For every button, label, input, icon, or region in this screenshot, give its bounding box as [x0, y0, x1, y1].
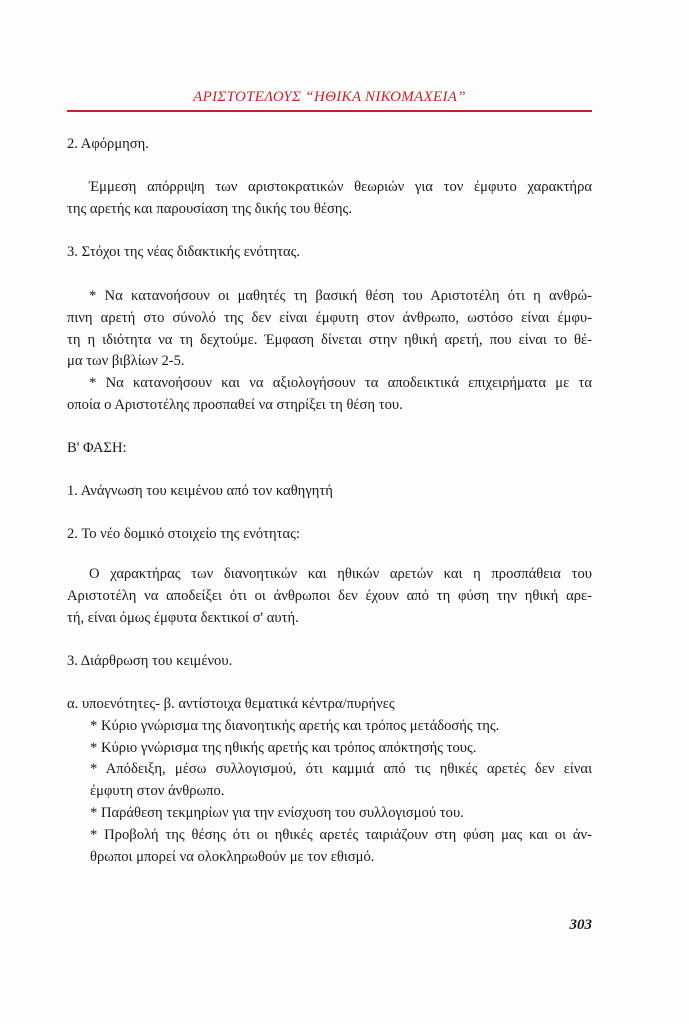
- list-item: * Απόδειξη, μέσω συλλογισμού, ότι καμμιά από τις ηθικές αρετές δεν είναι: [90, 761, 592, 778]
- list-item: θρωποι μπορεί να ολοκληρωθούν με τον εθισμό.: [90, 848, 375, 865]
- heading: Β' ΦΑΣΗ:: [67, 440, 127, 456]
- phase-b-heading: [67, 438, 592, 460]
- heading: 3. Στόχοι της νέας διδακτικής ενότητας.: [67, 244, 301, 260]
- text-line: Αριστοτέλη να αποδείξει ότι οι άνθρωποι δεν έχουν από τη φύση την ηθική αρε-: [67, 587, 592, 604]
- list-item: * Κύριο γνώρισμα της διανοητικής αρετής και τρόπος μετάδοσής της.: [90, 717, 500, 734]
- list-item: * Κύριο γνώρισμα της ηθικής αρετής και τρόπος απόκτησής τους.: [90, 739, 477, 756]
- new-element-heading: [67, 524, 592, 546]
- page-number: 303: [569, 917, 592, 933]
- heading: 3. Διάρθρωση του κειμένου.: [67, 653, 233, 669]
- running-header: ΑΡΙΣΤΟΤΕΛΟΥΣ “ΗΘΙΚΑ ΝΙΚΟΜΑΧΕΙΑ”: [193, 89, 466, 105]
- text-line: τη η ιδιότητα να τη δεχτούμε. Έμφαση δίνεται στην ηθική αρετή, που είναι το θέ-: [67, 331, 592, 348]
- text-line: * Να κατανοήσουν οι μαθητές τη βασική θέση του Αριστοτέλη ότι η ανθρώ-: [89, 288, 592, 304]
- section-heading-goals: [67, 242, 592, 264]
- header-rule: [67, 110, 592, 112]
- structure-heading: [67, 651, 592, 673]
- paragraph-aformisi: [67, 177, 592, 221]
- text-line: Έμμεση απόρριψη των αριστοκρατικών θεωριών για τον έμφυτο χαρακτήρα: [89, 179, 592, 195]
- list-item: έμφυτη στον άνθρωπο.: [90, 783, 225, 800]
- text-line: πινη αρετή στο σύνολό της δεν είναι έμφυτη στον άνθρωπο, ωστόσο είναι έμφυ-: [67, 309, 592, 326]
- text-line: της αρετής και παρουσίαση της δικής του θέσης.: [67, 200, 352, 217]
- heading: 2. Αφόρμηση.: [67, 136, 149, 152]
- structure-list: [67, 694, 592, 868]
- section-heading-aformisi: [67, 134, 592, 156]
- subheading: α. υποενότητες- β. αντίστοιχα θεματικά κέντρα/πυρήνες: [67, 696, 395, 712]
- text-line: τή, είναι όμως έμφυτα δεκτικοί σ' αυτή.: [67, 609, 299, 626]
- heading: 1. Ανάγνωση του κειμένου από τον καθηγητή: [67, 483, 333, 499]
- text-line: Ο χαρακτήρας των διανοητικών και ηθικών αρετών και η προσπάθεια του: [89, 566, 592, 582]
- text-line: μα των βιβλίων 2-5.: [67, 353, 185, 370]
- text-line: οποία ο Αριστοτέλης προσπαθεί να στηρίξει τη θέση του.: [67, 396, 403, 413]
- list-item: * Παράθεση τεκμηρίων για την ενίσχυση του συλλογισμού του.: [90, 804, 464, 821]
- heading: 2. Το νέο δομικό στοιχείο της ενότητας:: [67, 526, 300, 542]
- list-item: * Προβολή της θέσης ότι οι ηθικές αρετές ταιριάζουν στη φύση μας και οι άν-: [90, 826, 592, 843]
- new-element-paragraph: [67, 564, 592, 629]
- text-line: * Να κατανοήσουν και να αξιολογήσουν τα αποδεικτικά επιχειρήματα με τα: [89, 375, 592, 392]
- reading-step: [67, 481, 592, 503]
- goals-list: [67, 286, 592, 417]
